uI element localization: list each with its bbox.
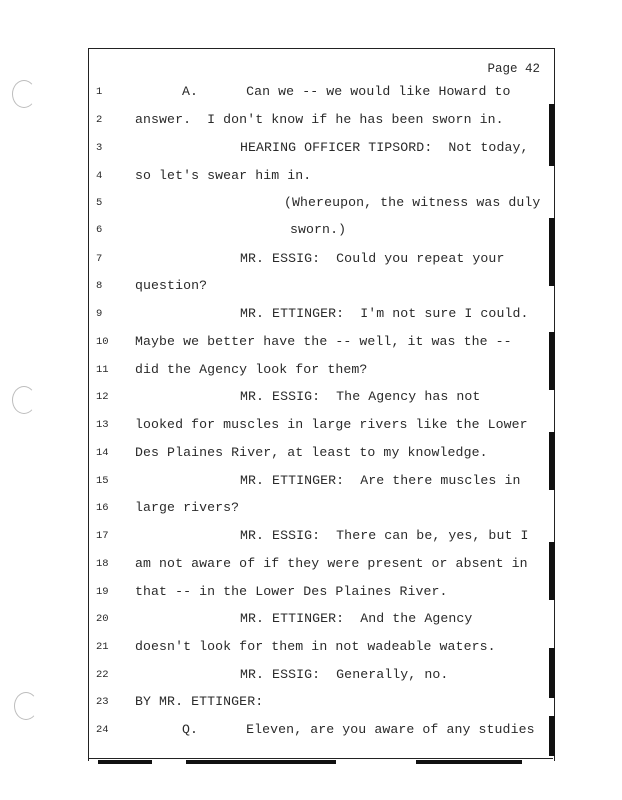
line-text: sworn.) bbox=[290, 222, 347, 237]
line-number: 10 bbox=[96, 336, 109, 348]
transcript-line bbox=[0, 528, 622, 548]
line-number: 19 bbox=[96, 586, 109, 598]
transcript-line bbox=[0, 556, 622, 576]
transcript-line bbox=[0, 694, 622, 714]
line-text: A. Can we -- we would like Howard to bbox=[182, 84, 511, 99]
line-number: 15 bbox=[96, 475, 109, 487]
line-text: that -- in the Lower Des Plaines River. bbox=[135, 584, 448, 599]
line-text: am not aware of if they were present or absent in bbox=[135, 556, 528, 571]
transcript-line bbox=[0, 389, 622, 409]
transcript-line bbox=[0, 500, 622, 520]
line-text: looked for muscles in large rivers like the Lower bbox=[135, 417, 528, 432]
line-number: 2 bbox=[96, 114, 103, 126]
page-bottom-rule bbox=[88, 758, 553, 759]
transcript-line bbox=[0, 445, 622, 465]
transcript-line bbox=[0, 362, 622, 382]
line-text: answer. I don't know if he has been sworn in. bbox=[135, 112, 504, 127]
line-number: 9 bbox=[96, 308, 103, 320]
line-text: MR. ESSIG: The Agency has not bbox=[240, 389, 481, 404]
line-text: question? bbox=[135, 278, 208, 293]
transcript-line bbox=[0, 417, 622, 437]
transcript-line bbox=[0, 584, 622, 604]
line-number: 7 bbox=[96, 253, 103, 265]
transcript-line bbox=[0, 473, 622, 493]
line-number: 13 bbox=[96, 419, 109, 431]
line-text: doesn't look for them in not wadeable waters. bbox=[135, 639, 496, 654]
transcript-line bbox=[0, 306, 622, 326]
line-text: large rivers? bbox=[135, 500, 240, 515]
transcript-line bbox=[0, 334, 622, 354]
bottom-bar bbox=[98, 760, 152, 764]
line-text: Des Plaines River, at least to my knowledge. bbox=[135, 445, 488, 460]
line-text: MR. ETTINGER: Are there muscles in bbox=[240, 473, 521, 488]
line-number: 14 bbox=[96, 447, 109, 459]
transcript-line bbox=[0, 112, 622, 132]
transcript-line bbox=[0, 251, 622, 271]
bottom-bar bbox=[416, 760, 522, 764]
line-text: MR. ESSIG: Generally, no. bbox=[240, 667, 449, 682]
line-text: Maybe we better have the -- well, it was the -- bbox=[135, 334, 512, 349]
line-text: did the Agency look for them? bbox=[135, 362, 368, 377]
line-number: 8 bbox=[96, 280, 103, 292]
line-number: 11 bbox=[96, 364, 109, 376]
line-text: so let's swear him in. bbox=[135, 168, 312, 183]
transcript-line bbox=[0, 278, 622, 298]
transcript-line bbox=[0, 195, 622, 215]
transcript-line bbox=[0, 611, 622, 631]
line-number: 17 bbox=[96, 530, 109, 542]
line-number: 1 bbox=[96, 86, 103, 98]
line-number: 24 bbox=[96, 724, 109, 736]
line-text: Q. Eleven, are you aware of any studies bbox=[182, 722, 535, 737]
line-number: 22 bbox=[96, 669, 109, 681]
transcript-line bbox=[0, 667, 622, 687]
transcript-line bbox=[0, 639, 622, 659]
line-number: 4 bbox=[96, 170, 103, 182]
line-text: (Whereupon, the witness was duly bbox=[284, 195, 541, 210]
transcript-line bbox=[0, 168, 622, 188]
line-text: BY MR. ETTINGER: bbox=[135, 694, 264, 709]
transcript-line bbox=[0, 722, 622, 742]
line-number: 6 bbox=[96, 224, 103, 236]
line-number: 21 bbox=[96, 641, 109, 653]
transcript-line bbox=[0, 222, 622, 242]
line-number: 16 bbox=[96, 502, 109, 514]
line-text: MR. ESSIG: There can be, yes, but I bbox=[240, 528, 529, 543]
line-text: MR. ETTINGER: I'm not sure I could. bbox=[240, 306, 529, 321]
bottom-bar bbox=[186, 760, 336, 764]
line-text: MR. ESSIG: Could you repeat your bbox=[240, 251, 505, 266]
line-number: 20 bbox=[96, 613, 109, 625]
line-number: 23 bbox=[96, 696, 109, 708]
line-number: 5 bbox=[96, 197, 103, 209]
transcript-line bbox=[0, 84, 622, 104]
line-number: 12 bbox=[96, 391, 109, 403]
page-number: Page 42 bbox=[487, 62, 540, 76]
line-text: HEARING OFFICER TIPSORD: Not today, bbox=[240, 140, 529, 155]
line-number: 18 bbox=[96, 558, 109, 570]
transcript-line bbox=[0, 140, 622, 160]
line-number: 3 bbox=[96, 142, 103, 154]
line-text: MR. ETTINGER: And the Agency bbox=[240, 611, 473, 626]
